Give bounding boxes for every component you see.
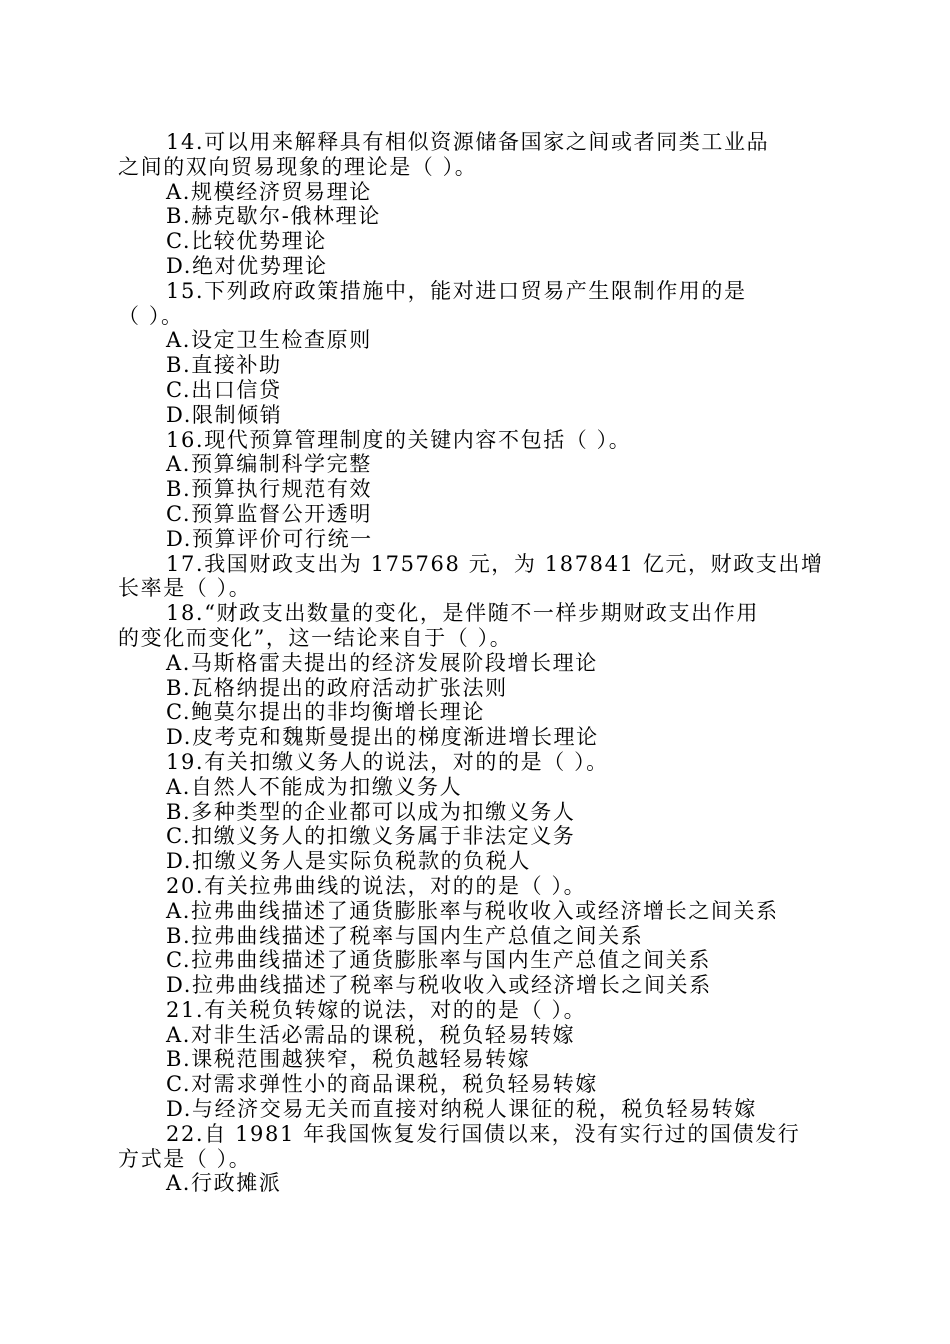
question-stem: 19.有关扣缴义务人的说法，对的的是（ ）。 [166, 749, 609, 774]
question-stem-continuation: 方式是（ ）。 [118, 1146, 252, 1171]
answer-option: B.预算执行规范有效 [166, 477, 373, 502]
question-stem-continuation: 的变化而变化”，这一结论来自于（ ）。 [118, 625, 513, 650]
answer-option: C.拉弗曲线描述了通货膨胀率与国内生产总值之间关系 [166, 948, 711, 973]
answer-option: A.自然人不能成为扣缴义务人 [166, 774, 463, 799]
answer-option: C.出口信贷 [166, 377, 282, 402]
answer-option: D.扣缴义务人是实际负税款的负税人 [166, 849, 531, 874]
answer-option: A.拉弗曲线描述了通货膨胀率与税收收入或经济增长之间关系 [166, 898, 779, 923]
answer-option: A.马斯格雷夫提出的经济发展阶段增长理论 [166, 650, 598, 675]
answer-option: B.课税范围越狭窄，税负越轻易转嫁 [166, 1047, 531, 1072]
question-block [118, 130, 818, 279]
answer-option: D.预算评价可行统一 [166, 526, 373, 551]
answer-option: B.瓦格纳提出的政府活动扩张法则 [166, 675, 508, 700]
question-block [118, 601, 818, 750]
answer-option: C.扣缴义务人的扣缴义务属于非法定义务 [166, 824, 576, 849]
answer-option: B.多种类型的企业都可以成为扣缴义务人 [166, 799, 576, 824]
question-block [118, 998, 818, 1122]
answer-option: C.对需求弹性小的商品课税，税负轻易转嫁 [166, 1072, 598, 1097]
question-block [118, 874, 818, 998]
answer-option: C.鲍莫尔提出的非均衡增长理论 [166, 700, 485, 725]
question-stem: 21.有关税负转嫁的说法，对的的是（ ）。 [166, 997, 587, 1022]
question-block [118, 1122, 818, 1196]
question-stem-continuation: （ ）。 [118, 303, 184, 328]
question-block [118, 551, 824, 602]
answer-option: C.预算监督公开透明 [166, 501, 372, 526]
answer-option: B.拉弗曲线描述了税率与国内生产总值之间关系 [166, 923, 644, 948]
answer-option: A.设定卫生检查原则 [166, 328, 372, 353]
question-stem-continuation: 之间的双向贸易现象的理论是（ ）。 [118, 154, 478, 179]
answer-option: A.预算编制科学完整 [166, 452, 372, 477]
answer-option: B.赫克歇尔-俄林理论 [166, 204, 381, 229]
answer-option: A.规模经济贸易理论 [166, 179, 372, 204]
answer-option: D.与经济交易无关而直接对纳税人课征的税，税负轻易转嫁 [166, 1097, 757, 1122]
question-stem: 20.有关拉弗曲线的说法，对的的是（ ）。 [166, 873, 587, 898]
document-page [118, 130, 824, 1196]
question-stem: 22.自 1981 年我国恢复发行国债以来，没有实行过的国债发行 [166, 1121, 801, 1146]
answer-option: D.皮考克和魏斯曼提出的梯度渐进增长理论 [166, 725, 599, 750]
answer-option: B.直接补助 [166, 353, 282, 378]
answer-option: D.限制倾销 [166, 402, 283, 427]
answer-option: A.对非生活必需品的课税，税负轻易转嫁 [166, 1022, 576, 1047]
answer-option: A.行政摊派 [166, 1171, 282, 1196]
answer-option: D.拉弗曲线描述了税率与税收收入或经济增长之间关系 [166, 973, 712, 998]
question-block [118, 428, 818, 552]
question-stem: 15.下列政府政策措施中，能对进口贸易产生限制作用的是 [166, 278, 747, 303]
question-block [118, 750, 818, 874]
question-stem-continuation: 长率是（ ）。 [118, 576, 252, 601]
question-stem: 18.“财政支出数量的变化，是伴随不一样步期财政支出作用 [166, 601, 759, 626]
question-stem: 14.可以用来解释具有相似资源储备国家之间或者同类工业品 [166, 130, 770, 154]
question-block [118, 279, 818, 428]
answer-option: C.比较优势理论 [166, 229, 327, 254]
question-stem: 17.我国财政支出为 175768 元，为 187841 亿元，财政支出增 [166, 551, 824, 576]
question-stem: 16.现代预算管理制度的关键内容不包括（ ）。 [166, 427, 632, 452]
answer-option: D.绝对优势理论 [166, 253, 328, 278]
